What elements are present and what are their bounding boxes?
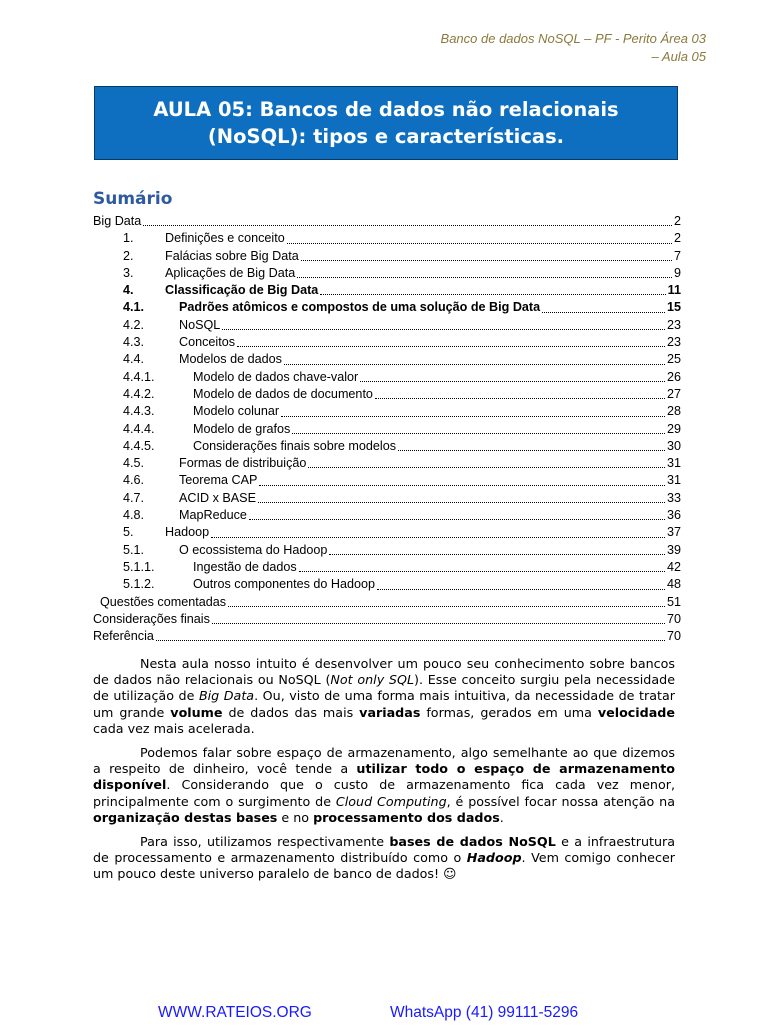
footer-site-link[interactable]: WWW.RATEIOS.ORG (158, 1004, 312, 1021)
toc-entry-number: 4.5. (123, 456, 145, 471)
toc-entry-number: 4.7. (123, 490, 145, 505)
toc-dot-leader (211, 536, 665, 538)
toc-entry-page: 33 (666, 490, 681, 505)
toc-entry-number: 5.1. (123, 542, 145, 557)
table-of-contents (93, 213, 681, 645)
toc-entry-number: 4.6. (123, 473, 145, 488)
toc-entry[interactable] (93, 334, 681, 351)
toc-entry-number: 4.3. (123, 335, 145, 350)
toc-entry-page: 11 (667, 283, 681, 298)
toc-dot-leader (258, 501, 665, 503)
toc-entry-title: Considerações finais sobre modelos (193, 438, 397, 453)
toc-entry[interactable] (93, 628, 681, 645)
toc-entry-title: Outros componentes do Hadoop (193, 577, 376, 592)
toc-entry[interactable] (93, 248, 681, 265)
toc-entry-title: Modelos de dados (179, 352, 282, 367)
toc-entry-page: 30 (666, 438, 681, 453)
page-footer (0, 1004, 768, 1026)
toc-entry-page: 31 (666, 473, 681, 488)
toc-entry[interactable] (93, 351, 681, 368)
toc-entry[interactable] (93, 542, 681, 559)
header-line-1: Banco de dados NoSQL – PF - Perito Área 03 (440, 31, 706, 46)
body-paragraph (93, 745, 675, 826)
toc-dot-leader (156, 639, 665, 641)
title-line-1: AULA 05: Bancos de dados não relacionais (153, 98, 619, 121)
toc-entry[interactable] (93, 472, 681, 489)
text-run: Para isso, utilizamos respectivamente (140, 834, 390, 850)
toc-dot-leader (292, 432, 665, 434)
toc-entry[interactable] (93, 213, 681, 230)
toc-entry-title: NoSQL (179, 317, 221, 332)
emphasis-text: Big Data (198, 688, 255, 704)
text-run: e a infraestrutura de processamento e armazenamento distribuído como o (93, 834, 676, 866)
toc-entry[interactable] (93, 282, 681, 299)
emphasis-text: organização destas bases (93, 809, 278, 825)
toc-entry[interactable] (93, 455, 681, 472)
toc-dot-leader (377, 588, 665, 590)
footer-whatsapp: WhatsApp (41) 99111-5296 (390, 1004, 579, 1021)
toc-entry[interactable] (93, 438, 681, 455)
toc-entry-title: O ecossistema do Hadoop (179, 542, 328, 557)
toc-dot-leader (249, 518, 665, 520)
page-header (441, 30, 706, 66)
toc-entry-title: Modelo de grafos (193, 421, 291, 436)
toc-entry-title: Modelo de dados de documento (193, 386, 373, 401)
toc-entry-title: Definições e conceito (165, 231, 285, 246)
toc-dot-leader (320, 293, 665, 295)
toc-entry-number: 4.2. (123, 317, 145, 332)
toc-entry-title: ACID x BASE (179, 490, 256, 505)
toc-entry-page: 27 (666, 386, 681, 401)
toc-entry-number: 4.4.5. (123, 438, 155, 453)
emphasis-text (467, 850, 522, 865)
emphasis-text: Hadoop (466, 850, 522, 866)
toc-entry-number: 4.4.1. (123, 369, 155, 384)
text-run: ). Esse conceito surgiu pela necessidade de utilização de (93, 672, 676, 704)
toc-entry-page: 9 (673, 265, 681, 280)
toc-entry[interactable] (93, 299, 681, 316)
toc-entry-number: 3. (123, 265, 134, 280)
text-run: de dados das mais (222, 704, 360, 720)
toc-entry-title: Formas de distribuição (179, 456, 307, 471)
toc-entry-title: Big Data (93, 214, 142, 228)
text-run: e no (277, 809, 314, 825)
toc-dot-leader (287, 242, 672, 244)
toc-entry-page: 26 (666, 369, 681, 384)
toc-dot-leader (212, 622, 665, 624)
emphasis-text: variadas (359, 704, 421, 720)
toc-entry-title: Referência (93, 629, 154, 644)
toc-dot-leader (299, 570, 665, 572)
header-line-2: – Aula 05 (651, 49, 706, 64)
toc-entry-number: 4. (123, 283, 134, 298)
toc-entry-title: MapReduce (179, 508, 247, 523)
toc-entry-page: 7 (673, 248, 681, 263)
toc-entry-title: Modelo de dados chave-valor (193, 369, 359, 384)
toc-dot-leader (308, 466, 665, 468)
toc-entry-page: 2 (673, 214, 681, 228)
body-paragraph (93, 656, 675, 737)
toc-entry-number: 1. (123, 231, 134, 246)
toc-entry-page: 42 (666, 559, 681, 574)
toc-entry[interactable] (93, 369, 681, 386)
toc-entry-title: Modelo colunar (193, 404, 280, 419)
toc-dot-leader (542, 311, 665, 313)
toc-entry-number: 2. (123, 248, 134, 263)
toc-entry-number: 4.4.3. (123, 404, 155, 419)
toc-entry-page: 23 (666, 335, 681, 350)
toc-entry-page: 15 (666, 300, 681, 315)
toc-entry-title: Teorema CAP (179, 473, 258, 488)
summary-heading: Sumário (93, 189, 173, 209)
toc-dot-leader (259, 484, 665, 486)
toc-entry-title: Questões comentadas (100, 594, 227, 609)
text-run: Podemos falar sobre espaço de armazenamento, algo semelhante ao que dizemos a respeito de dinheiro, você tende a (93, 745, 675, 777)
toc-dot-leader (228, 605, 665, 607)
toc-entry-title: Classificação de Big Data (165, 283, 319, 298)
toc-entry-title: Hadoop (165, 525, 210, 540)
emphasis-text: bases de dados NoSQL (389, 834, 556, 850)
text-run: . Ou, visto de uma forma mais intuitiva, da necessidade de tratar um grande (93, 688, 675, 720)
text-run: . Vem comigo conhecer um pouco deste universo paralelo de banco de dados! ☺ (93, 850, 675, 882)
toc-entry[interactable] (93, 576, 681, 593)
toc-dot-leader (281, 415, 665, 417)
toc-entry-page: 51 (666, 594, 681, 609)
title-line-2: (NoSQL): tipos e características. (207, 125, 565, 148)
toc-entry-page: 39 (666, 542, 681, 557)
emphasis-text: Cloud Computing (335, 793, 447, 809)
toc-entry-number: 5. (123, 525, 134, 540)
toc-entry[interactable] (93, 265, 681, 282)
lesson-title-box (94, 86, 678, 160)
toc-entry-page: 28 (666, 404, 681, 419)
toc-entry-page: 2 (673, 231, 681, 246)
body-paragraph (93, 834, 675, 883)
toc-entry-number: 4.4. (123, 352, 145, 367)
toc-entry-title: Falácias sobre Big Data (165, 248, 299, 263)
toc-entry-number: 4.4.2. (123, 386, 155, 401)
toc-entry[interactable] (93, 230, 681, 247)
toc-entry-number: 5.1.2. (123, 577, 155, 592)
toc-entry-page: 29 (666, 421, 681, 436)
toc-entry-number: 5.1.1. (123, 559, 155, 574)
text-run: . (499, 809, 504, 825)
toc-dot-leader (375, 397, 665, 399)
toc-dot-leader (398, 449, 665, 451)
toc-entry-number: 4.4.4. (123, 421, 155, 436)
toc-entry-page: 25 (666, 352, 681, 367)
emphasis-text: utilizar todo o espaço de armazenamento disponível (93, 761, 675, 793)
toc-entry-title: Padrões atômicos e compostos de uma solução de Big Data (179, 300, 541, 315)
toc-dot-leader (301, 259, 672, 261)
toc-entry-page: 31 (666, 456, 681, 471)
toc-entry[interactable] (93, 611, 681, 628)
toc-entry-number: 4.1. (123, 300, 145, 315)
toc-entry-page: 36 (666, 508, 681, 523)
toc-dot-leader (237, 345, 665, 347)
toc-entry-number: 4.8. (123, 508, 145, 523)
emphasis-text: processamento dos dados (313, 809, 500, 825)
toc-entry-title: Considerações finais (93, 611, 210, 626)
toc-entry-page: 70 (666, 611, 681, 626)
toc-entry[interactable] (93, 421, 681, 438)
text-run: . Considerando que o custo de armazenamento fica cada vez menor, principalmente com o surgimento de (93, 777, 675, 809)
toc-entry[interactable] (93, 524, 681, 541)
toc-dot-leader (329, 553, 665, 555)
toc-entry[interactable] (93, 386, 681, 403)
toc-entry-title: Aplicações de Big Data (165, 265, 296, 280)
toc-entry[interactable] (93, 490, 681, 507)
emphasis-text: velocidade (597, 704, 675, 720)
toc-entry-page: 23 (666, 317, 681, 332)
toc-dot-leader (297, 276, 672, 278)
toc-dot-leader (284, 363, 665, 365)
toc-entry-page: 70 (666, 629, 681, 644)
toc-dot-leader (360, 380, 665, 382)
text-run: , é possível focar nossa atenção na (446, 793, 675, 809)
toc-entry[interactable] (93, 317, 681, 334)
toc-entry-page: 37 (666, 525, 681, 540)
intro-text (93, 656, 675, 891)
toc-dot-leader (143, 224, 672, 226)
toc-dot-leader (222, 328, 665, 330)
text-run: formas, gerados em uma (420, 704, 598, 720)
toc-entry[interactable] (93, 559, 681, 576)
toc-entry[interactable] (93, 507, 681, 524)
toc-entry-title: Conceitos (179, 335, 236, 350)
text-run: Nesta aula nosso intuito é desenvolver um pouco seu conhecimento sobre bancos de dados não relacionais ou NoSQL ( (93, 656, 675, 688)
toc-entry[interactable] (93, 403, 681, 420)
toc-entry-page: 48 (666, 577, 681, 592)
toc-entry-title: Ingestão de dados (193, 559, 297, 574)
emphasis-text: Not only SQL (330, 672, 415, 688)
emphasis-text: volume (170, 704, 223, 720)
toc-entry[interactable] (93, 594, 681, 611)
text-run: cada vez mais acelerada. (93, 720, 255, 736)
